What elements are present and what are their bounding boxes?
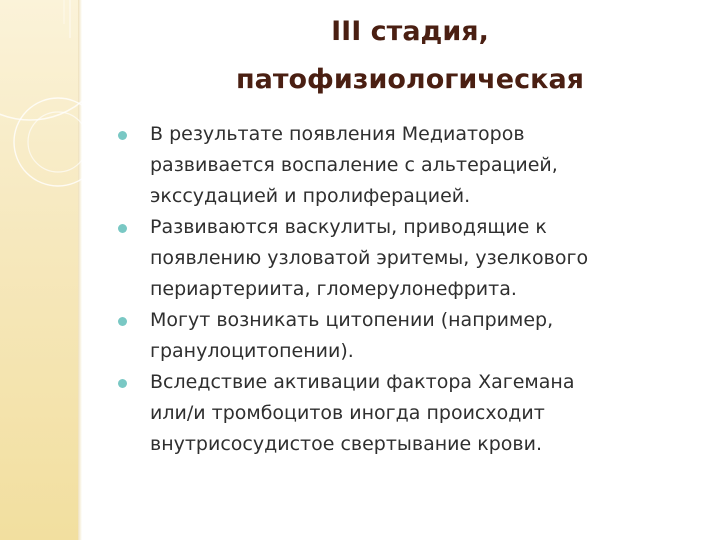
bullet-3-line-2: гранулоцитопении). [150,340,354,362]
bullet-1-line-1: В результате появления Медиаторов [150,123,525,145]
slide-title [140,8,680,104]
deco-circle-inner [14,98,102,186]
bullet-dot-icon [118,317,127,326]
bullet-dot-icon [118,131,127,140]
bullet-4-line-2: или/и тромбоцитов иногда происходит [150,402,545,424]
bullet-item-1 [130,119,700,212]
bullet-list [130,119,700,460]
deco-circle-large [0,0,112,120]
decorative-circles [0,0,150,240]
bullet-item-2 [130,212,700,305]
bullet-3-line-1: Могут возникать цитопении (например, [150,309,554,331]
bullet-1-line-3: экссудацией и пролиферацией. [150,185,471,207]
bullet-dot-icon [118,224,127,233]
bullet-item-4 [130,367,700,460]
bullet-4-line-3: внутрисосудистое свертывание крови. [150,433,543,455]
deco-circle-small [28,112,88,172]
title-line-1: III стадия, [331,16,489,47]
title-line-2: патофизиологическая [235,64,585,95]
bullet-1-line-2: развивается воспаление с альтерацией, [150,154,558,176]
bullet-2-line-2: появлению узловатой эритемы, узелкового [150,247,589,269]
bullet-4-line-1: Вследствие активации фактора Хагемана [150,371,575,393]
bullet-dot-icon [118,379,127,388]
bullet-2-line-1: Развиваются васкулиты, приводящие к [150,216,547,238]
bullet-item-3 [130,305,700,367]
bullet-2-line-3: периартериита, гломерулонефрита. [150,278,517,300]
